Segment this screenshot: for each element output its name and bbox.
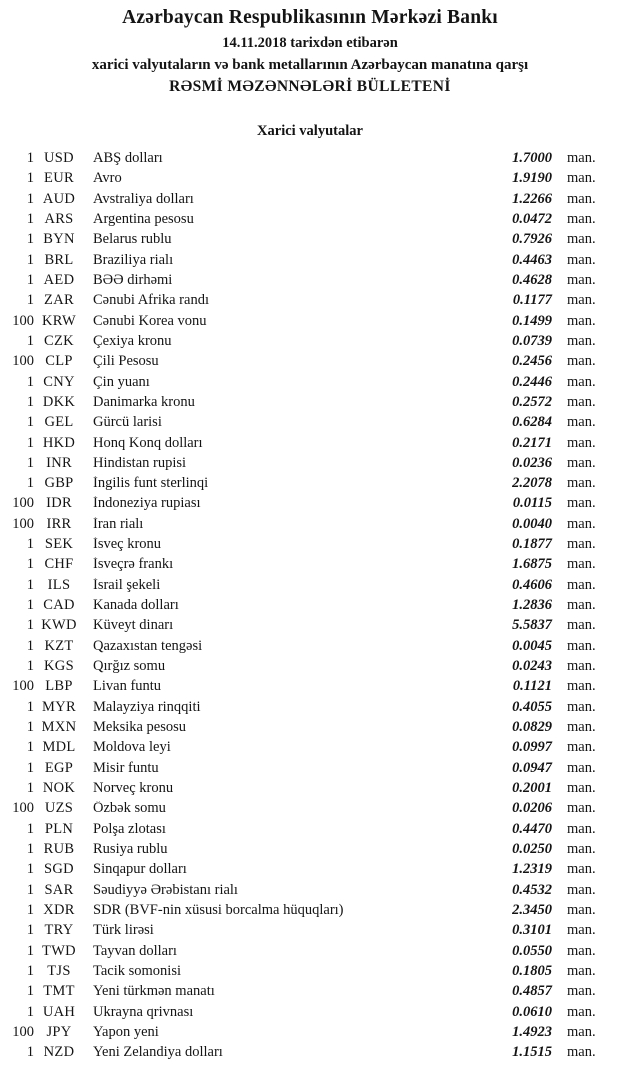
rate-row	[0, 839, 620, 859]
currency-name-cell: Malayziya rinqqiti	[93, 699, 201, 715]
quantity-cell: 1	[26, 1003, 34, 1020]
rate-row	[0, 595, 620, 615]
currency-code-cell: LBP	[45, 678, 73, 695]
unit-cell: man.	[567, 454, 596, 471]
rate-row	[0, 372, 620, 392]
currency-code-cell: BYN	[43, 231, 75, 248]
rate-row	[0, 677, 620, 697]
currency-name-cell: Livan funtu	[93, 679, 162, 694]
quantity-cell: 1	[26, 190, 34, 207]
currency-code-cell: SEK	[44, 536, 74, 553]
currency-name-cell: İsveç kronu	[93, 537, 162, 552]
currency-code-cell: ILS	[47, 576, 71, 593]
rate-value-cell: 0.2446	[512, 373, 552, 390]
currency-name-cell: Özbək somu	[93, 801, 166, 816]
currency-code-cell: CAD	[43, 597, 75, 614]
rate-row	[0, 473, 620, 493]
currency-name-cell: SDR (BVF-nin xüsusi borcalma hüquqları)	[93, 903, 344, 918]
quantity-cell: 1	[26, 393, 34, 410]
rate-value-cell: 5.5837	[512, 617, 552, 634]
currency-code-cell: IRR	[46, 515, 72, 532]
rate-row	[0, 412, 620, 432]
currency-name-cell: İran rialı	[93, 516, 144, 532]
currency-name-cell: Danimarka kronu	[93, 394, 195, 410]
currency-name-cell: Səudiyyə Ərəbistanı rialı	[93, 882, 238, 898]
currency-name-cell: Kanada dolları	[93, 598, 179, 613]
rate-row	[0, 697, 620, 717]
rate-value-cell: 0.0829	[512, 719, 552, 736]
rate-value-cell: 1.2266	[512, 190, 552, 207]
quantity-cell: 1	[26, 597, 34, 614]
unit-cell: man.	[567, 414, 596, 431]
unit-cell: man.	[567, 719, 596, 736]
unit-cell: man.	[567, 820, 596, 837]
rate-row	[0, 799, 620, 819]
currency-name-cell: Tayvan dolları	[93, 943, 177, 959]
rate-value-cell: 1.6875	[512, 556, 552, 573]
rate-row	[0, 636, 620, 656]
currency-name-cell: Yeni Zelandiya dolları	[93, 1045, 223, 1060]
unit-cell: man.	[567, 678, 596, 695]
quantity-cell: 100	[12, 1024, 34, 1041]
unit-cell: man.	[567, 149, 596, 166]
unit-cell: man.	[567, 576, 596, 593]
currency-name-cell: Sinqapur dolları	[93, 862, 187, 877]
currency-name-cell: Qırğız somu	[93, 659, 166, 674]
unit-cell: man.	[567, 658, 596, 675]
rate-row	[0, 1042, 620, 1062]
rate-row	[0, 311, 620, 331]
quantity-cell: 1	[26, 434, 34, 451]
quantity-cell: 1	[26, 576, 34, 593]
currency-code-cell: MXN	[41, 719, 77, 736]
currency-name-cell: Argentina pesosu	[93, 211, 194, 227]
quantity-cell: 1	[26, 861, 34, 878]
unit-cell: man.	[567, 332, 596, 349]
rate-row	[0, 250, 620, 270]
currency-code-cell: BRL	[44, 251, 74, 268]
currency-code-cell: PLN	[44, 820, 74, 837]
currency-code-cell: ARS	[44, 210, 74, 227]
quantity-cell: 1	[26, 902, 34, 919]
rate-row	[0, 148, 620, 168]
quantity-cell: 1	[26, 332, 34, 349]
rate-value-cell: 0.4857	[512, 983, 552, 1000]
currency-name-cell: İsveçrə frankı	[93, 557, 174, 572]
rate-row	[0, 331, 620, 351]
currency-name-cell: Avro	[93, 171, 122, 186]
currency-code-cell: GEL	[44, 414, 74, 431]
rate-row	[0, 453, 620, 473]
currency-name-cell: Polşa zlotası	[93, 821, 166, 837]
rate-row	[0, 758, 620, 778]
quantity-cell: 1	[26, 698, 34, 715]
currency-name-cell: Türk lirəsi	[93, 923, 154, 938]
rate-row	[0, 1022, 620, 1042]
currency-code-cell: MYR	[42, 698, 76, 715]
rate-row	[0, 290, 620, 310]
currency-code-cell: KRW	[42, 312, 76, 329]
rate-value-cell: 0.0610	[512, 1003, 552, 1020]
rate-row	[0, 189, 620, 209]
unit-cell: man.	[567, 515, 596, 532]
rate-row	[0, 819, 620, 839]
rate-row	[0, 168, 620, 188]
quantity-cell: 1	[26, 149, 34, 166]
currency-name-cell: Moldova leyi	[93, 740, 171, 755]
currency-code-cell: AED	[43, 271, 75, 288]
quantity-cell: 1	[26, 719, 34, 736]
currency-code-cell: UAH	[42, 1003, 76, 1020]
rate-value-cell: 0.0472	[512, 210, 552, 227]
rate-value-cell: 0.0947	[512, 759, 552, 776]
effective-date: 14.11.2018 tarixdən etibarən	[222, 35, 398, 51]
rate-value-cell: 0.0997	[512, 739, 552, 756]
currency-name-cell: Norveç kronu	[93, 781, 174, 796]
quantity-cell: 1	[26, 373, 34, 390]
currency-name-cell: Meksika pesosu	[93, 720, 187, 735]
rate-row	[0, 514, 620, 534]
quantity-cell: 1	[26, 251, 34, 268]
rate-row	[0, 209, 620, 229]
rate-row	[0, 738, 620, 758]
rate-value-cell: 0.1177	[512, 292, 552, 309]
quantity-cell: 1	[26, 739, 34, 756]
currency-name-cell: Çexiya kronu	[93, 333, 172, 349]
currency-code-cell: KZT	[44, 637, 74, 654]
unit-cell: man.	[567, 373, 596, 390]
quantity-cell: 100	[12, 312, 34, 329]
currency-name-cell: Rusiya rublu	[93, 842, 168, 857]
currency-code-cell: USD	[44, 149, 74, 166]
currency-code-cell: XDR	[43, 902, 75, 919]
unit-cell: man.	[567, 922, 596, 939]
rate-value-cell: 0.0739	[512, 332, 552, 349]
unit-cell: man.	[567, 597, 596, 614]
currency-code-cell: RUB	[43, 841, 75, 858]
unit-cell: man.	[567, 983, 596, 1000]
unit-cell: man.	[567, 434, 596, 451]
unit-cell: man.	[567, 353, 596, 370]
rate-row	[0, 920, 620, 940]
rate-row	[0, 575, 620, 595]
rate-row	[0, 433, 620, 453]
unit-cell: man.	[567, 251, 596, 268]
rate-value-cell: 0.0550	[512, 942, 552, 959]
rate-value-cell: 0.3101	[512, 922, 552, 939]
rate-value-cell: 0.0040	[512, 515, 552, 532]
rate-row	[0, 961, 620, 981]
currency-code-cell: TJS	[47, 963, 71, 980]
rate-value-cell: 0.6284	[512, 414, 552, 431]
rate-row	[0, 270, 620, 290]
currency-name-cell: Braziliya rialı	[93, 252, 174, 268]
currency-code-cell: GBP	[44, 475, 74, 492]
rate-value-cell: 0.0206	[512, 800, 552, 817]
quantity-cell: 100	[12, 495, 34, 512]
currency-name-cell: Ukrayna qrivnası	[93, 1004, 194, 1020]
unit-cell: man.	[567, 556, 596, 573]
rate-value-cell: 0.4463	[512, 251, 552, 268]
quantity-cell: 1	[26, 475, 34, 492]
quantity-cell: 1	[26, 759, 34, 776]
rate-row	[0, 616, 620, 636]
unit-cell: man.	[567, 475, 596, 492]
unit-cell: man.	[567, 271, 596, 288]
currency-code-cell: SGD	[44, 861, 74, 878]
quantity-cell: 1	[26, 922, 34, 939]
currency-name-cell: Çin yuanı	[93, 374, 150, 390]
rate-value-cell: 1.1515	[512, 1044, 552, 1061]
unit-cell: man.	[567, 495, 596, 512]
currency-name-cell: Küveyt dinarı	[93, 618, 174, 633]
unit-cell: man.	[567, 1024, 596, 1041]
quantity-cell: 1	[26, 617, 34, 634]
quantity-cell: 1	[26, 170, 34, 187]
quantity-cell: 100	[12, 800, 34, 817]
bulletin-subtitle: xarici valyutaların və bank metallarının Azərbaycan manatına qarşı	[91, 57, 529, 73]
unit-cell: man.	[567, 942, 596, 959]
currency-code-cell: NOK	[42, 780, 76, 797]
quantity-cell: 1	[26, 820, 34, 837]
currency-name-cell: Çili Pesosu	[93, 354, 159, 369]
currency-name-cell: ABŞ dolları	[93, 150, 163, 166]
currency-name-cell: Avstraliya dolları	[93, 191, 194, 207]
currency-name-cell: Qazaxıstan tengəsi	[93, 638, 203, 654]
currency-code-cell: CNY	[43, 373, 75, 390]
rate-value-cell: 0.4628	[512, 271, 552, 288]
quantity-cell: 1	[26, 637, 34, 654]
rate-value-cell: 0.4055	[512, 698, 552, 715]
rate-value-cell: 1.2836	[512, 597, 552, 614]
currency-code-cell: MDL	[42, 739, 76, 756]
currency-code-cell: INR	[46, 454, 72, 471]
currency-code-cell: NZD	[43, 1044, 75, 1061]
currency-code-cell: TWD	[42, 942, 76, 959]
quantity-cell: 1	[26, 231, 34, 248]
currency-code-cell: HKD	[42, 434, 76, 451]
quantity-cell: 100	[12, 678, 34, 695]
bank-title: Azərbaycan Respublikasının Mərkəzi Bankı	[122, 7, 498, 28]
unit-cell: man.	[567, 637, 596, 654]
unit-cell: man.	[567, 780, 596, 797]
rate-row	[0, 534, 620, 554]
unit-cell: man.	[567, 759, 596, 776]
currency-code-cell: SAR	[44, 881, 74, 898]
currency-code-cell: IDR	[46, 495, 72, 512]
unit-cell: man.	[567, 841, 596, 858]
unit-cell: man.	[567, 210, 596, 227]
rate-value-cell: 1.4923	[512, 1024, 552, 1041]
quantity-cell: 1	[26, 556, 34, 573]
quantity-cell: 1	[26, 963, 34, 980]
currency-code-cell: JPY	[46, 1024, 72, 1041]
rate-value-cell: 0.2171	[512, 434, 552, 451]
quantity-cell: 1	[26, 841, 34, 858]
quantity-cell: 1	[26, 271, 34, 288]
quantity-cell: 1	[26, 536, 34, 553]
rate-row	[0, 229, 620, 249]
rate-value-cell: 0.4606	[512, 576, 552, 593]
unit-cell: man.	[567, 963, 596, 980]
currency-name-cell: BƏƏ dirhəmi	[93, 272, 173, 288]
rate-row	[0, 656, 620, 676]
unit-cell: man.	[567, 231, 596, 248]
rate-row	[0, 981, 620, 1001]
quantity-cell: 1	[26, 983, 34, 1000]
rate-value-cell: 0.0045	[512, 637, 552, 654]
currency-code-cell: UZS	[44, 800, 74, 817]
currency-name-cell: Misir funtu	[93, 760, 159, 776]
quantity-cell: 1	[26, 658, 34, 675]
currency-name-cell: Yeni türkmən manatı	[93, 984, 215, 999]
currency-code-cell: KWD	[41, 617, 77, 634]
rate-value-cell: 0.2001	[512, 780, 552, 797]
currency-name-cell: İngilis funt sterlinqi	[93, 476, 209, 491]
currency-code-cell: CLP	[45, 353, 73, 370]
rate-row	[0, 717, 620, 737]
unit-cell: man.	[567, 190, 596, 207]
quantity-cell: 100	[12, 515, 34, 532]
currency-name-cell: Cənubi Afrika randı	[93, 293, 209, 308]
rate-value-cell: 1.2319	[512, 861, 552, 878]
rate-value-cell: 0.2572	[512, 393, 552, 410]
quantity-cell: 1	[26, 414, 34, 431]
unit-cell: man.	[567, 536, 596, 553]
unit-cell: man.	[567, 1003, 596, 1020]
unit-cell: man.	[567, 698, 596, 715]
unit-cell: man.	[567, 393, 596, 410]
currency-code-cell: CHF	[44, 556, 74, 573]
bulletin-title: RƏSMİ MƏZƏNNƏLƏRİ BÜLLETENİ	[169, 78, 451, 95]
currency-code-cell: EGP	[44, 759, 74, 776]
rate-row	[0, 392, 620, 412]
rate-value-cell: 0.4470	[512, 820, 552, 837]
quantity-cell: 1	[26, 454, 34, 471]
rate-value-cell: 0.1499	[512, 312, 552, 329]
rate-value-cell: 0.1121	[512, 678, 552, 695]
rate-value-cell: 0.0243	[512, 658, 552, 675]
currency-name-cell: Yapon yeni	[93, 1025, 159, 1040]
rate-value-cell: 0.4532	[512, 881, 552, 898]
currency-code-cell: AUD	[42, 190, 76, 207]
bulletin-header	[0, 0, 620, 96]
quantity-cell: 1	[26, 292, 34, 309]
rate-row	[0, 880, 620, 900]
rate-row	[0, 555, 620, 575]
quantity-cell: 1	[26, 210, 34, 227]
currency-name-cell: Belarus rublu	[93, 232, 172, 247]
currency-name-cell: Hindistan rupisi	[93, 455, 187, 471]
currency-name-cell: Tacik somonisi	[93, 964, 181, 979]
quantity-cell: 1	[26, 780, 34, 797]
section-title-foreign-currencies: Xarici valyutalar	[257, 123, 363, 139]
currency-code-cell: CZK	[44, 332, 74, 349]
unit-cell: man.	[567, 170, 596, 187]
currency-name-cell: İsrail şekeli	[93, 577, 161, 593]
rate-row	[0, 859, 620, 879]
unit-cell: man.	[567, 1044, 596, 1061]
rate-row	[0, 1002, 620, 1022]
rate-value-cell: 2.3450	[512, 902, 552, 919]
currency-code-cell: EUR	[44, 170, 74, 187]
rate-row	[0, 941, 620, 961]
rate-row	[0, 778, 620, 798]
currency-name-cell: Gürcü larisi	[93, 415, 162, 430]
unit-cell: man.	[567, 739, 596, 756]
rate-value-cell: 1.7000	[512, 149, 552, 166]
currency-code-cell: TRY	[44, 922, 74, 939]
unit-cell: man.	[567, 292, 596, 309]
unit-cell: man.	[567, 902, 596, 919]
quantity-cell: 1	[26, 881, 34, 898]
rate-value-cell: 0.2456	[512, 353, 552, 370]
rate-row	[0, 900, 620, 920]
rate-value-cell: 0.0236	[512, 454, 552, 471]
rate-value-cell: 0.1805	[512, 963, 552, 980]
currency-code-cell: KGS	[44, 658, 74, 675]
currency-code-cell: DKK	[42, 393, 76, 410]
unit-cell: man.	[567, 861, 596, 878]
rate-row	[0, 351, 620, 371]
currency-name-cell: İndoneziya rupiası	[93, 496, 201, 511]
currency-code-cell: ZAR	[44, 292, 74, 309]
currency-name-cell: Cənubi Korea vonu	[93, 313, 207, 329]
unit-cell: man.	[567, 312, 596, 329]
quantity-cell: 100	[12, 353, 34, 370]
rates-table	[0, 148, 620, 1063]
rate-value-cell: 0.7926	[512, 231, 552, 248]
unit-cell: man.	[567, 617, 596, 634]
rate-value-cell: 1.9190	[512, 170, 552, 187]
rate-value-cell: 0.0250	[512, 841, 552, 858]
rate-value-cell: 0.1877	[512, 536, 552, 553]
quantity-cell: 1	[26, 1044, 34, 1061]
rate-value-cell: 2.2078	[512, 475, 552, 492]
unit-cell: man.	[567, 800, 596, 817]
unit-cell: man.	[567, 881, 596, 898]
rate-value-cell: 0.0115	[512, 495, 552, 512]
quantity-cell: 1	[26, 942, 34, 959]
currency-code-cell: TMT	[43, 983, 75, 1000]
rate-row	[0, 494, 620, 514]
currency-name-cell: Honq Konq dolları	[93, 435, 203, 450]
